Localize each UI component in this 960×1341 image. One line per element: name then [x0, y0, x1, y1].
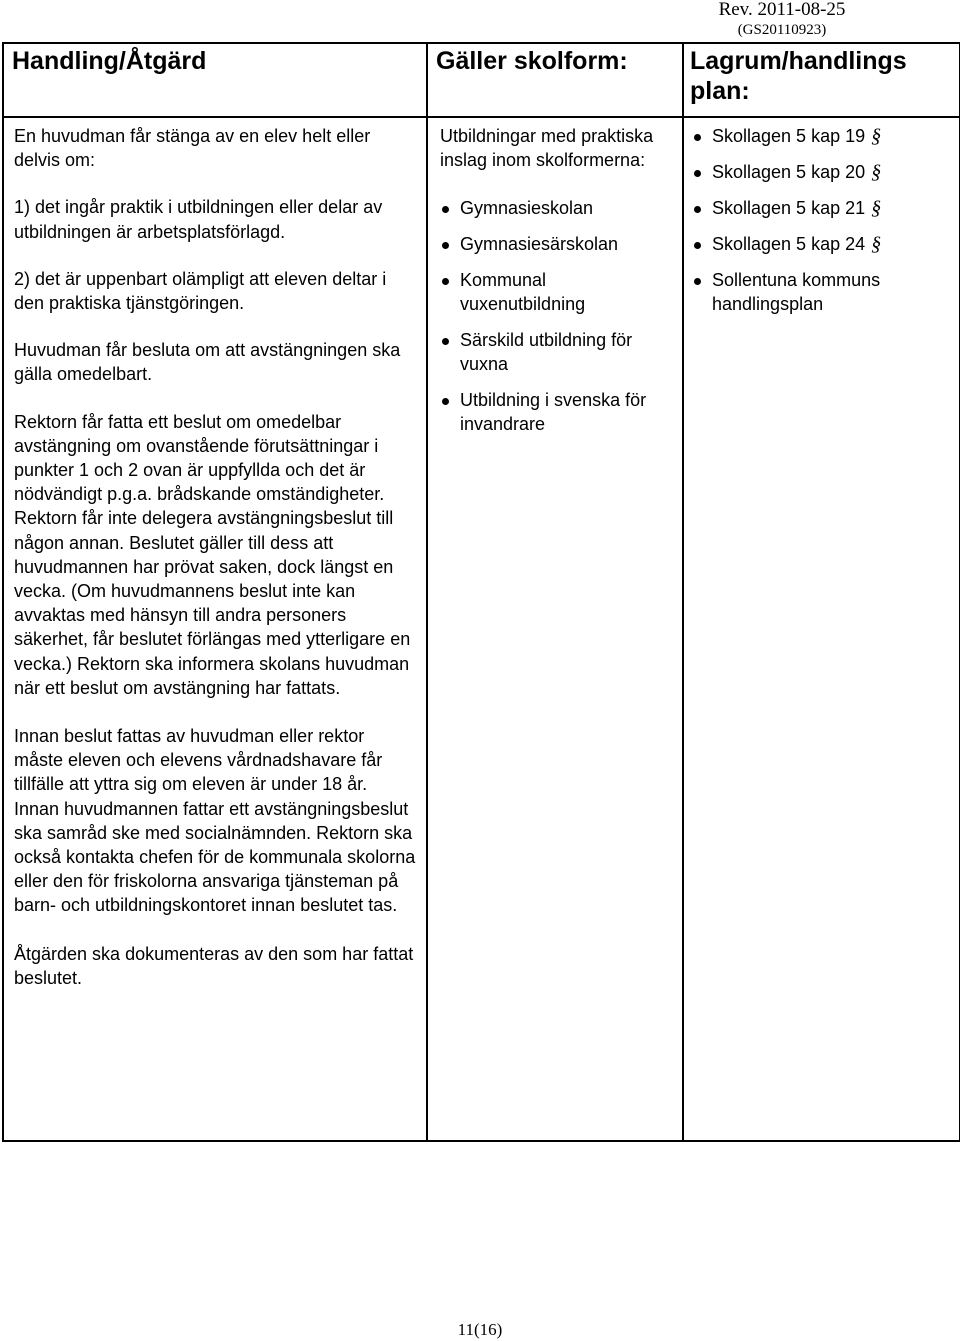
section-mark: § — [871, 233, 882, 255]
action-paragraph: 1) det ingår praktik i utbildningen eller delar av utbildningen är arbetsplatsförlagd. — [14, 197, 383, 242]
action-paragraph: Innan beslut fattas av huvudman eller rektor måste eleven och elevens vårdnadshavare får tillfälle att yttra sig om eleven är under 18 år. Innan huvudmannen fattar ett avstängningsbeslut ska samråd ske med socialnämnden. Rektorn ska också kontakta chefen för de kommunala skolorna eller den för friskolorna ansvariga tjänsteman på barn- och utbildningskontoret innan beslutet tas. — [14, 726, 416, 916]
section-mark: § — [871, 125, 882, 147]
list-item: Skollagen 5 kap 24 § — [692, 232, 955, 256]
bullet-icon — [694, 278, 701, 285]
bullet-icon — [442, 206, 449, 213]
list-item: Skollagen 5 kap 19 § — [692, 124, 955, 148]
column-header-law: Lagrum/handlings plan: — [683, 43, 960, 117]
list-item: Skollagen 5 kap 21 § — [692, 196, 955, 220]
bullet-icon — [694, 242, 701, 249]
bullet-icon — [694, 170, 701, 177]
law-list — [692, 124, 955, 316]
action-paragraph: En huvudman får stänga av en elev helt eller delvis om: — [14, 126, 371, 171]
column-header-action: Handling/Åtgärd — [3, 43, 427, 117]
bullet-icon — [694, 134, 701, 141]
bullet-icon — [694, 206, 701, 213]
revision-reference: (GS20110923) — [737, 21, 827, 38]
school-forms-intro: Utbildningar med praktiska inslag inom skolformerna: — [440, 126, 654, 170]
bullet-icon — [442, 278, 449, 285]
action-paragraph: Åtgärden ska dokumenteras av den som har fattat beslutet. — [14, 943, 414, 988]
list-item: Skollagen 5 kap 20 § — [692, 160, 955, 184]
action-paragraph: Huvudman får besluta om att avstängningen ska gälla omedelbart. — [14, 340, 401, 385]
list-item: Utbildning i svenska för invandrare — [440, 388, 676, 436]
list-item: Gymnasiesärskolan — [440, 232, 676, 256]
school-form-cell — [427, 117, 683, 1141]
revision-date: Rev. 2011-08-25 — [718, 0, 846, 20]
page-number: 11(16) — [457, 1320, 503, 1339]
section-mark: § — [871, 197, 882, 219]
list-item: Gymnasieskolan — [440, 196, 676, 220]
action-paragraph: Rektorn får fatta ett beslut om omedelbar avstängning om ovanstående förutsättningar i punkter 1 och 2 ovan är uppfyllda och det är nödvändigt p.g.a. brådskande omständigheter. Rektorn får inte delegera avstängningsbeslut till någon annan. Beslutet gäller till dess att huvudmannen har prövat saken, dock längst en vecka. (Om huvudmannens beslut inte kan avvaktas med hänsyn till andra personers säkerhet, får beslutet förlängas med ytterligare en vecka.) Rektorn ska informera skolans huvudman när ett beslut om avstängning har fattats. — [14, 411, 411, 698]
column-header-school-form: Gäller skolform: — [427, 43, 683, 117]
list-item: Särskild utbildning för vuxna — [440, 328, 676, 376]
bullet-icon — [442, 398, 449, 405]
bullet-icon — [442, 242, 449, 249]
table-body-row — [3, 117, 960, 1141]
table-header-row — [3, 43, 960, 117]
action-paragraph: 2) det är uppenbart olämpligt att eleven deltar i den praktiska tjänstgöringen. — [14, 268, 387, 314]
action-cell — [3, 117, 427, 1141]
revision-header — [707, 0, 857, 38]
bullet-icon — [442, 338, 449, 345]
list-item: Kommunal vuxenutbildning — [440, 268, 676, 316]
section-mark: § — [871, 161, 882, 183]
list-item: Sollentuna kommuns handlingsplan — [692, 268, 955, 316]
school-form-list — [440, 196, 676, 436]
law-cell — [683, 117, 960, 1141]
action-table — [2, 42, 960, 1142]
